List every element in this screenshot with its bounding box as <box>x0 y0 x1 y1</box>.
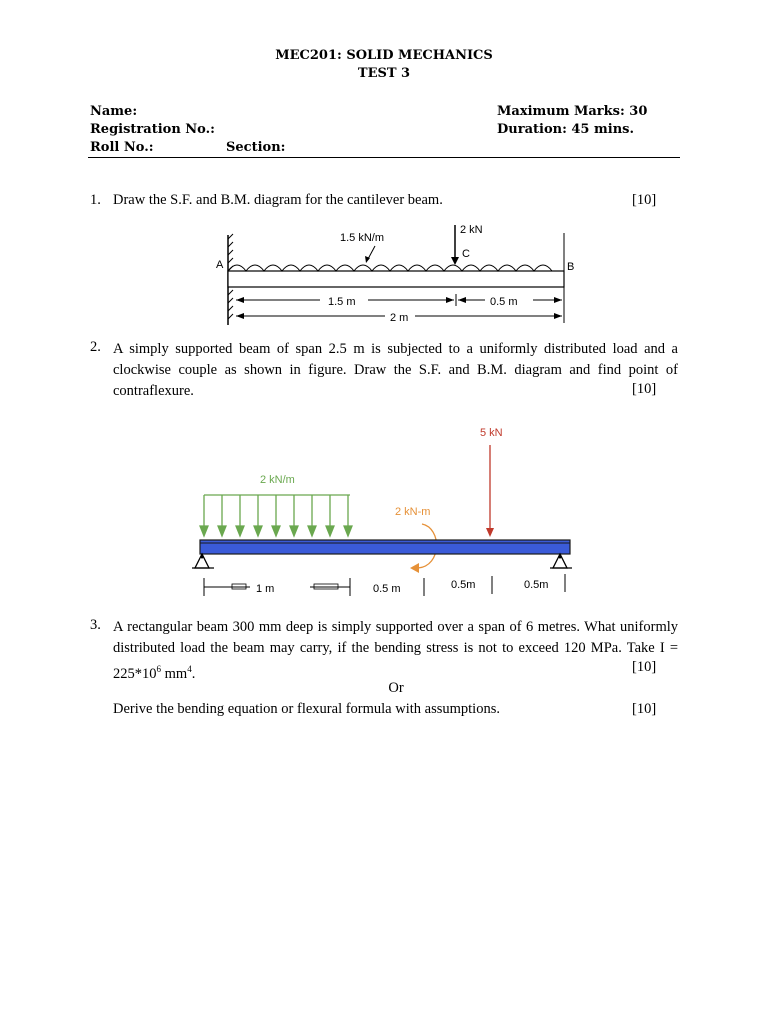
couple-label: 2 kN-m <box>395 506 431 518</box>
q1-number: 1. <box>90 192 101 208</box>
q3-period: . <box>191 665 196 682</box>
q3-number: 3. <box>90 617 101 633</box>
registration-label: Registration No.: <box>90 122 215 137</box>
q1-text: Draw the S.F. and B.M. diagram for the cantilever beam. <box>113 192 443 208</box>
q3-exponent: 6 <box>156 664 161 674</box>
q3-alt-text: Derive the bending equation or flexural formula with assumptions. <box>113 701 500 717</box>
dim1-label: 1.5 m <box>328 296 356 308</box>
maximum-marks: Maximum Marks: 30 <box>497 104 648 119</box>
dim3-label: 0.5m <box>451 579 476 591</box>
udl-loops <box>228 265 552 271</box>
q1-marks: [10] <box>632 192 657 208</box>
udl-label: 2 kN/m <box>260 474 295 486</box>
label-b: B <box>567 261 575 273</box>
point-load-label: 5 kN <box>480 427 503 439</box>
q2-text: A simply supported beam of span 2.5 m is subjected to a uniformly distributed load and a clockwise couple as shown in figure. Draw the S.F. and B.M. diagram and find point of contraflexure. <box>113 341 678 399</box>
q3-text <box>113 617 678 685</box>
udl-arrows <box>200 495 352 536</box>
dim-total-label: 2 m <box>390 312 409 324</box>
roll-label: Roll No.: <box>90 140 154 155</box>
header-rule <box>88 157 680 158</box>
udl-pointer <box>368 246 375 259</box>
label-a: A <box>216 259 224 271</box>
name-label: Name: <box>90 104 138 119</box>
section-label: Section: <box>226 140 286 155</box>
q2-number: 2. <box>90 339 101 355</box>
label-c: C <box>462 248 470 260</box>
dim1-label: 1 m <box>256 583 275 595</box>
or-separator: Or <box>388 680 404 696</box>
q3-unit-exponent: 4 <box>187 664 192 674</box>
q2-marks: [10] <box>632 381 657 397</box>
q3-marks: [10] <box>632 659 657 675</box>
beam <box>200 540 570 554</box>
q3-unit: mm <box>161 665 188 682</box>
beam <box>228 271 564 287</box>
simply-supported-beam-figure <box>190 420 590 605</box>
cantilever-beam-figure <box>200 215 580 327</box>
course-title: MEC201: SOLID MECHANICS <box>275 48 493 63</box>
udl-label: 1.5 kN/m <box>340 232 385 244</box>
q3-text-main: A rectangular beam 300 mm deep is simply supported over a span of 6 metres. What uniformly distributed load the beam may carry, if the bending stress is not to exceed 120 MPa. Take I = 225*10 <box>113 619 678 682</box>
dim2-label: 0.5 m <box>373 583 401 595</box>
dim2-label: 0.5 m <box>490 296 518 308</box>
dim4-label: 0.5m <box>524 579 549 591</box>
duration: Duration: 45 mins. <box>497 122 634 137</box>
point-load-label: 2 kN <box>460 224 483 236</box>
test-title: TEST 3 <box>357 66 411 81</box>
q3-alt-marks: [10] <box>632 701 657 717</box>
